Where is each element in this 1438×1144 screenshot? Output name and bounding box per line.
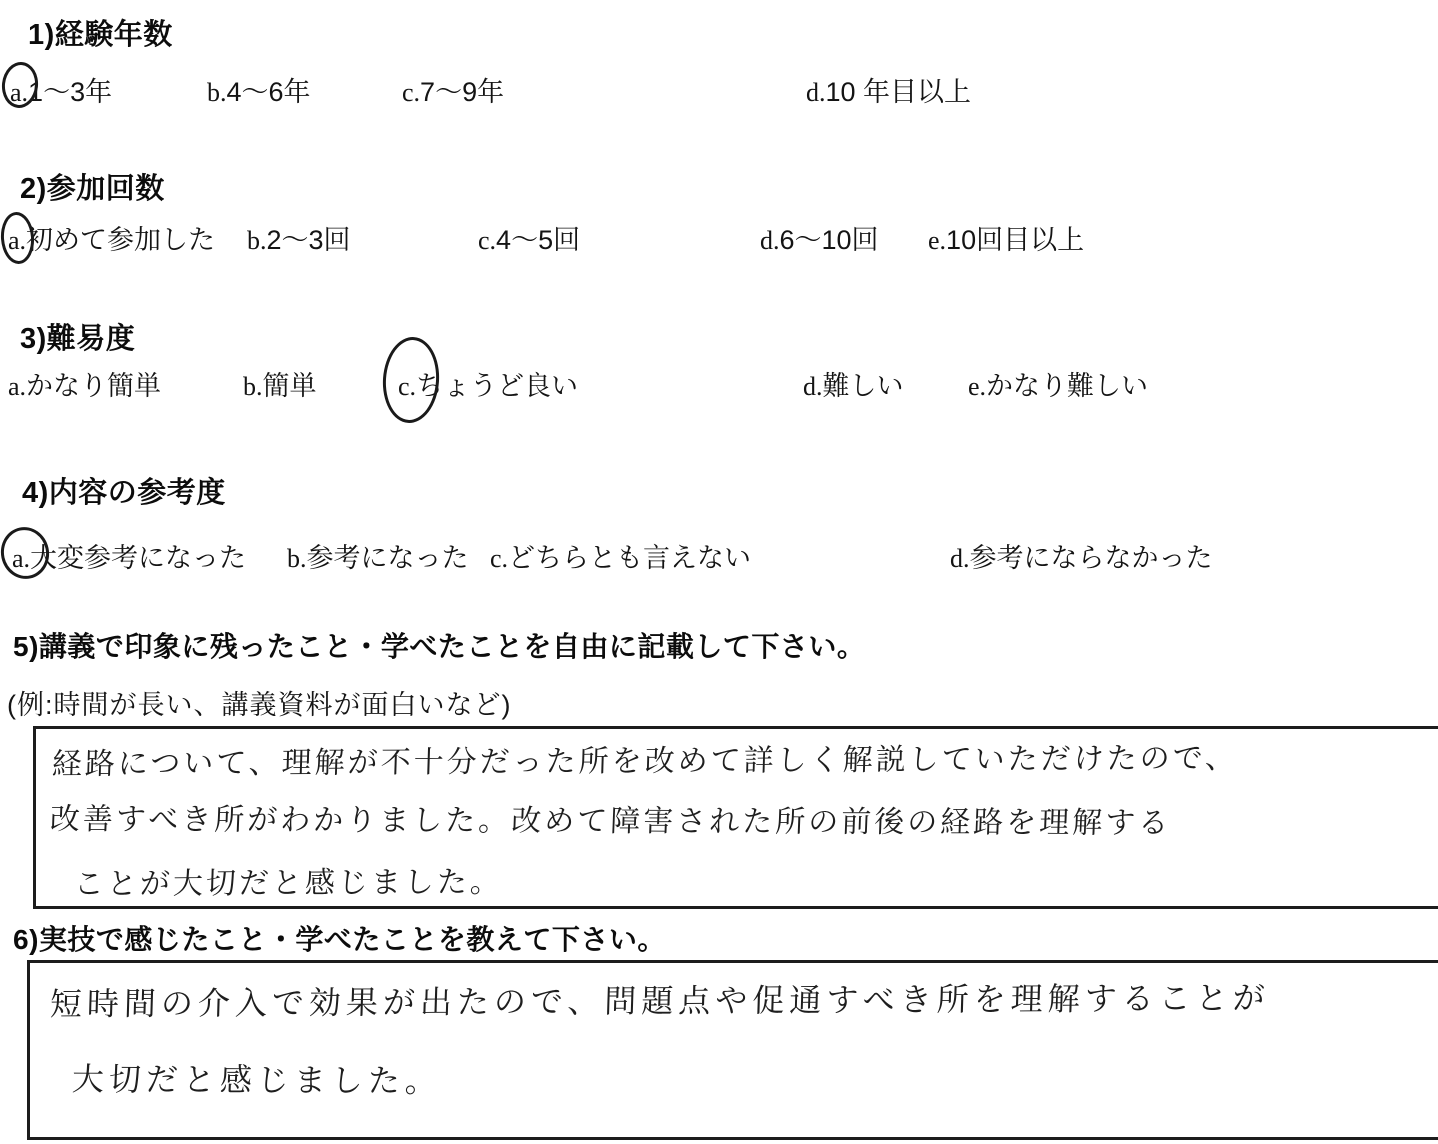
option-letter: b. <box>287 544 307 573</box>
handwritten-answer-q6-line1: 短時間の介入で効果が出たので、問題点や促通すべき所を理解することが <box>49 979 1271 1023</box>
question-4-option-b <box>287 536 469 575</box>
option-letter: a. <box>10 78 29 107</box>
option-text: かなり簡単 <box>26 371 162 401</box>
option-letter: d. <box>950 544 970 573</box>
question-5-hint: (例:時間が長い、講義資料が面白いなど) <box>7 690 512 720</box>
question-1-option-b <box>207 70 311 109</box>
option-text: 10 年目以上 <box>825 77 972 107</box>
option-letter: b. <box>247 226 267 255</box>
question-3-option-e <box>968 364 1148 403</box>
question-2-option-e <box>928 218 1084 257</box>
option-text: かなり難しい <box>986 371 1149 401</box>
question-2-option-a <box>8 218 215 257</box>
option-letter: e. <box>928 226 947 255</box>
question-2-option-b <box>247 218 351 257</box>
option-text: 簡単 <box>262 371 317 401</box>
question-1-option-c <box>402 70 504 109</box>
question-2-title: 2)参加回数 <box>20 173 165 205</box>
question-4-option-c <box>490 536 751 575</box>
question-1-title: 1)経験年数 <box>28 19 173 51</box>
option-letter: b. <box>243 372 263 401</box>
question-3-option-c <box>398 364 578 403</box>
handwritten-answer-q5-line1: 経路について、理解が不十分だった所を改めて詳しく解説していただけたので、 <box>51 741 1239 782</box>
option-letter: d. <box>806 78 826 107</box>
question-1-option-a <box>10 70 112 109</box>
handwritten-answer-q5-line3: ことが大切だと感じました。 <box>73 865 504 902</box>
option-text: 初めて参加した <box>26 225 216 255</box>
option-letter: c. <box>490 544 509 573</box>
question-5-title: 5)講義で印象に残ったこと・学べたことを自由に記載して下さい。 <box>13 631 866 662</box>
option-text: 4〜6年 <box>226 77 311 107</box>
question-6-title: 6)実技で感じたこと・学べたことを教えて下さい。 <box>13 924 666 955</box>
option-text: 2〜3回 <box>266 225 351 255</box>
question-3-title: 3)難易度 <box>20 323 136 355</box>
handwritten-answer-q6-line2: 大切だと感じました。 <box>71 1061 443 1099</box>
option-text: 7〜9年 <box>420 77 505 107</box>
option-letter: a. <box>8 226 27 255</box>
option-text: 大変参考になった <box>30 543 247 573</box>
option-text: ちょうど良い <box>416 371 579 401</box>
option-letter: e. <box>968 372 987 401</box>
option-text: 難しい <box>822 371 904 401</box>
question-3-option-d <box>803 364 904 403</box>
option-letter: a. <box>12 544 31 573</box>
option-letter: c. <box>398 372 417 401</box>
option-letter: d. <box>760 226 780 255</box>
question-2-option-d <box>760 218 879 257</box>
option-letter: b. <box>207 78 227 107</box>
question-1-option-d <box>806 70 971 109</box>
question-3-option-a <box>8 364 161 403</box>
option-text: 6〜10回 <box>779 225 879 255</box>
option-text: どちらとも言えない <box>508 543 752 573</box>
option-letter: c. <box>478 226 497 255</box>
option-letter: a. <box>8 372 27 401</box>
option-letter: c. <box>402 78 421 107</box>
option-text: 参考にならなかった <box>969 543 1213 573</box>
option-text: 1〜3年 <box>28 77 113 107</box>
question-4-option-a <box>12 536 246 575</box>
question-3-option-b <box>243 364 317 403</box>
handwritten-answer-q5-line2: 改善すべき所がわかりました。改めて障害された所の前後の経路を理解する <box>49 803 1172 840</box>
question-4-title: 4)内容の参考度 <box>22 477 226 509</box>
option-text: 4〜5回 <box>496 225 581 255</box>
question-2-option-c <box>478 218 580 257</box>
option-letter: d. <box>803 372 823 401</box>
option-text: 10回目以上 <box>946 225 1085 255</box>
option-text: 参考になった <box>306 543 469 573</box>
question-4-option-d <box>950 536 1213 575</box>
